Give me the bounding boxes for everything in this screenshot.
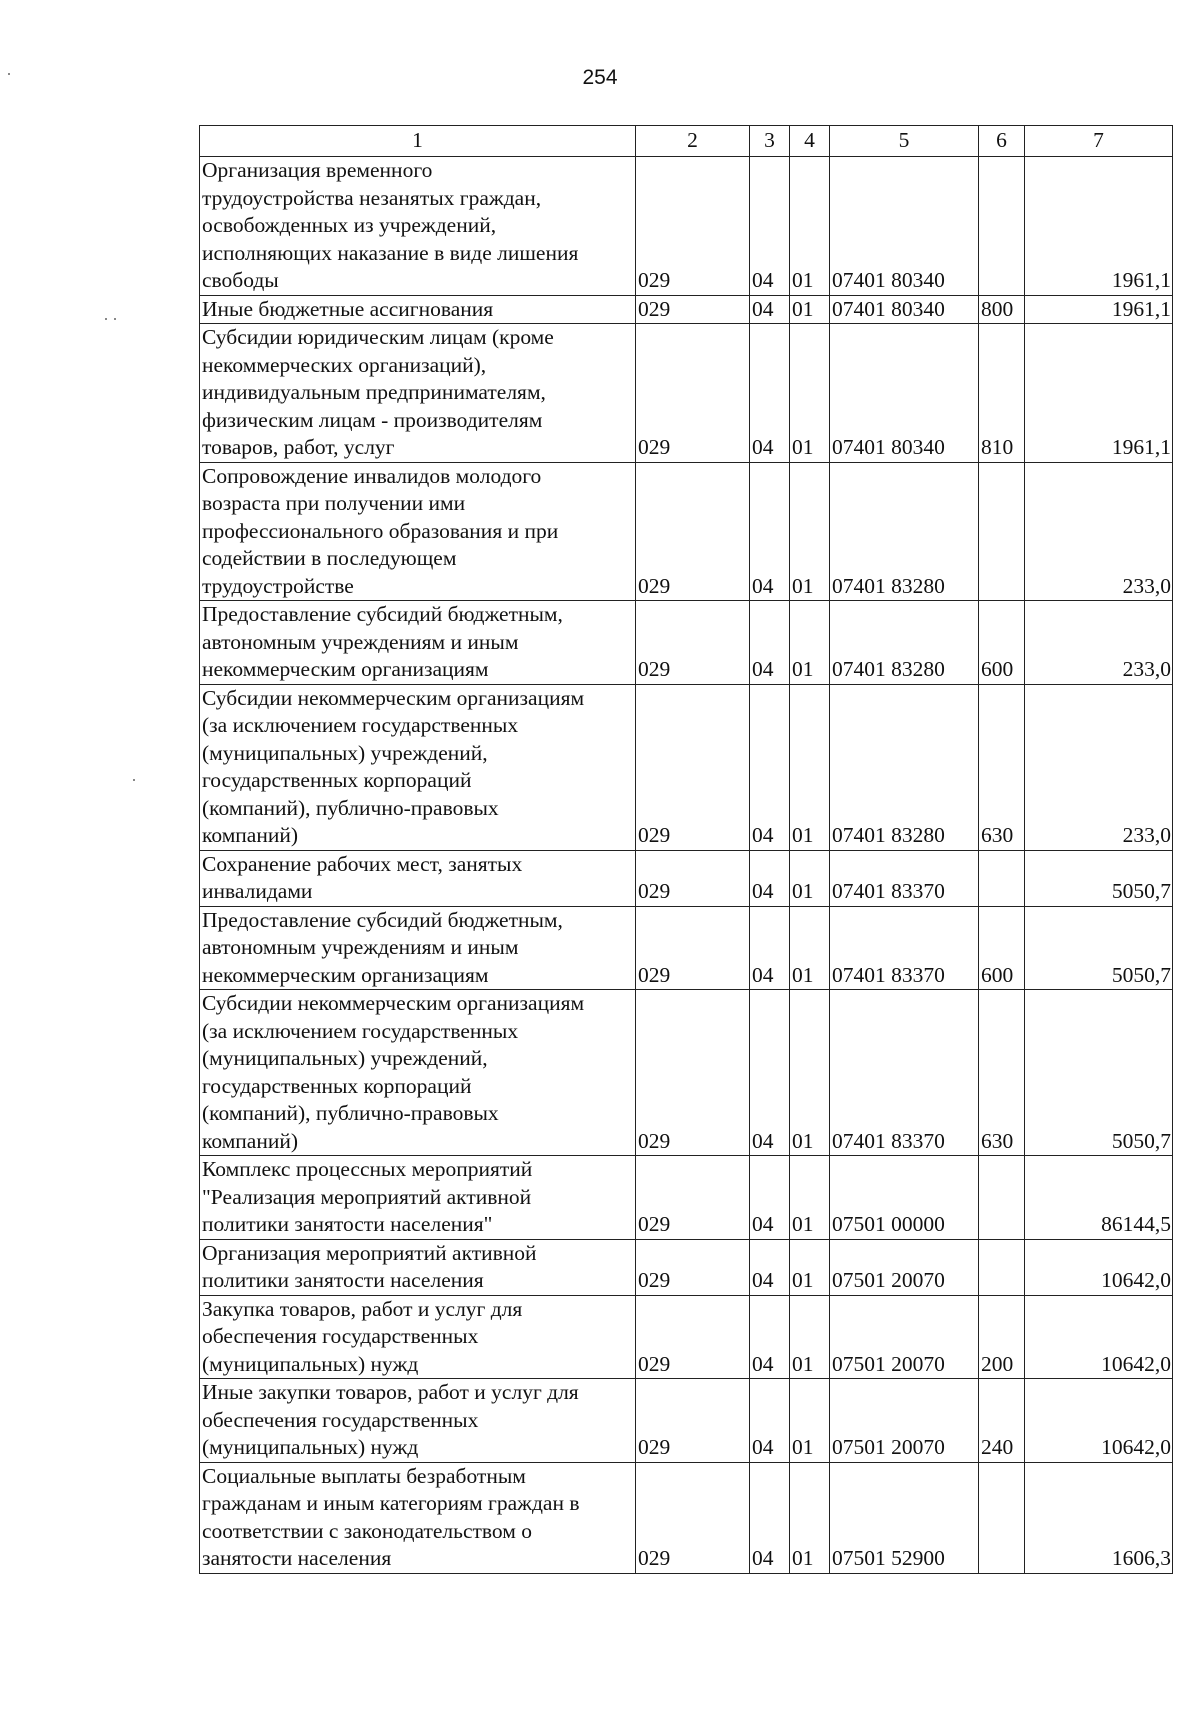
page-number: 254: [582, 66, 618, 89]
table-row: [200, 684, 1173, 850]
section-code: 04: [750, 295, 790, 324]
row-name: Субсидии юридическим лицам (кроме некоммерческих организаций), индивидуальным предпринимателям, физическим лицам - производителям товаров, работ, услуг: [200, 324, 636, 463]
ministry-code: 029: [636, 906, 750, 990]
expense-type-code: [979, 1239, 1025, 1295]
section-code: 04: [750, 990, 790, 1156]
column-number-row: [200, 126, 1173, 157]
subsection-code: 01: [790, 990, 830, 1156]
section-code: 04: [750, 1156, 790, 1240]
expense-type-code: 810: [979, 324, 1025, 463]
subsection-code: 01: [790, 1379, 830, 1463]
ministry-code: 029: [636, 157, 750, 296]
table-row: [200, 1379, 1173, 1463]
row-name: Предоставление субсидий бюджетным, автономным учреждениям и иным некоммерческим организациям: [200, 601, 636, 685]
amount: 10642,0: [1025, 1295, 1173, 1379]
subsection-code: 01: [790, 324, 830, 463]
row-name: Субсидии некоммерческим организациям (за исключением государственных (муниципальных) учреждений, государственных корпораций (компаний), публично-правовых компаний): [200, 684, 636, 850]
column-header: 1: [200, 126, 636, 157]
target-article-code: 07501 20070: [830, 1239, 979, 1295]
target-article-code: 07401 83370: [830, 990, 979, 1156]
budget-table: [199, 125, 1173, 1574]
subsection-code: 01: [790, 1156, 830, 1240]
row-name: Иные бюджетные ассигнования: [200, 295, 636, 324]
row-name: Организация мероприятий активной политики занятости населения: [200, 1239, 636, 1295]
table-row: [200, 324, 1173, 463]
ministry-code: 029: [636, 1156, 750, 1240]
ministry-code: 029: [636, 324, 750, 463]
subsection-code: 01: [790, 850, 830, 906]
row-name: Социальные выплаты безработным гражданам и иным категориям граждан в соответствии с законодательством о занятости населения: [200, 1462, 636, 1573]
subsection-code: 01: [790, 462, 830, 601]
expense-type-code: [979, 157, 1025, 296]
table-row: [200, 462, 1173, 601]
table-row: [200, 601, 1173, 685]
section-code: 04: [750, 324, 790, 463]
row-name: Организация временного трудоустройства незанятых граждан, освобожденных из учреждений, исполняющих наказание в виде лишения свободы: [200, 157, 636, 296]
subsection-code: 01: [790, 684, 830, 850]
scan-speck: [114, 318, 116, 320]
amount: 1961,1: [1025, 157, 1173, 296]
row-name: Субсидии некоммерческим организациям (за исключением государственных (муниципальных) учреждений, государственных корпораций (компаний), публично-правовых компаний): [200, 990, 636, 1156]
expense-type-code: 630: [979, 684, 1025, 850]
row-name: Иные закупки товаров, работ и услуг для обеспечения государственных (муниципальных) нужд: [200, 1379, 636, 1463]
expense-type-code: [979, 1156, 1025, 1240]
table-row: [200, 295, 1173, 324]
row-name: Сохранение рабочих мест, занятых инвалидами: [200, 850, 636, 906]
amount: 5050,7: [1025, 990, 1173, 1156]
subsection-code: 01: [790, 1295, 830, 1379]
section-code: 04: [750, 1462, 790, 1573]
amount: 86144,5: [1025, 1156, 1173, 1240]
scan-speck: [105, 318, 107, 320]
target-article-code: 07401 80340: [830, 324, 979, 463]
target-article-code: 07401 80340: [830, 157, 979, 296]
ministry-code: 029: [636, 295, 750, 324]
section-code: 04: [750, 850, 790, 906]
ministry-code: 029: [636, 462, 750, 601]
table-row: [200, 850, 1173, 906]
expense-type-code: [979, 850, 1025, 906]
target-article-code: 07401 83280: [830, 462, 979, 601]
target-article-code: 07401 83280: [830, 684, 979, 850]
amount: 10642,0: [1025, 1379, 1173, 1463]
target-article-code: 07501 00000: [830, 1156, 979, 1240]
row-name: Закупка товаров, работ и услуг для обеспечения государственных (муниципальных) нужд: [200, 1295, 636, 1379]
ministry-code: 029: [636, 850, 750, 906]
expense-type-code: 240: [979, 1379, 1025, 1463]
ministry-code: 029: [636, 1379, 750, 1463]
column-header: 6: [979, 126, 1025, 157]
row-name: Комплекс процессных мероприятий "Реализация мероприятий активной политики занятости населения": [200, 1156, 636, 1240]
expense-type-code: 200: [979, 1295, 1025, 1379]
scan-speck: [133, 779, 135, 781]
table-row: [200, 1295, 1173, 1379]
section-code: 04: [750, 906, 790, 990]
table-row: [200, 1156, 1173, 1240]
subsection-code: 01: [790, 601, 830, 685]
ministry-code: 029: [636, 684, 750, 850]
amount: 1606,3: [1025, 1462, 1173, 1573]
amount: 1961,1: [1025, 295, 1173, 324]
ministry-code: 029: [636, 990, 750, 1156]
row-name: Предоставление субсидий бюджетным, автономным учреждениям и иным некоммерческим организациям: [200, 906, 636, 990]
expense-type-code: [979, 1462, 1025, 1573]
section-code: 04: [750, 1379, 790, 1463]
subsection-code: 01: [790, 157, 830, 296]
amount: 233,0: [1025, 462, 1173, 601]
amount: 1961,1: [1025, 324, 1173, 463]
table-row: [200, 906, 1173, 990]
section-code: 04: [750, 157, 790, 296]
section-code: 04: [750, 1239, 790, 1295]
target-article-code: 07501 20070: [830, 1379, 979, 1463]
amount: 5050,7: [1025, 906, 1173, 990]
amount: 233,0: [1025, 684, 1173, 850]
target-article-code: 07401 80340: [830, 295, 979, 324]
section-code: 04: [750, 684, 790, 850]
column-header: 3: [750, 126, 790, 157]
table-row: [200, 157, 1173, 296]
table-row: [200, 990, 1173, 1156]
table-row: [200, 1462, 1173, 1573]
target-article-code: 07401 83370: [830, 850, 979, 906]
subsection-code: 01: [790, 906, 830, 990]
expense-type-code: 630: [979, 990, 1025, 1156]
target-article-code: 07501 20070: [830, 1295, 979, 1379]
target-article-code: 07501 52900: [830, 1462, 979, 1573]
section-code: 04: [750, 601, 790, 685]
amount: 5050,7: [1025, 850, 1173, 906]
subsection-code: 01: [790, 1239, 830, 1295]
expense-type-code: 600: [979, 601, 1025, 685]
amount: 10642,0: [1025, 1239, 1173, 1295]
amount: 233,0: [1025, 601, 1173, 685]
row-name: Сопровождение инвалидов молодого возраста при получении ими профессионального образования и при содействии в последующем трудоустройстве: [200, 462, 636, 601]
column-header: 5: [830, 126, 979, 157]
ministry-code: 029: [636, 1295, 750, 1379]
target-article-code: 07401 83370: [830, 906, 979, 990]
ministry-code: 029: [636, 1462, 750, 1573]
column-header: 2: [636, 126, 750, 157]
expense-type-code: [979, 462, 1025, 601]
table-row: [200, 1239, 1173, 1295]
target-article-code: 07401 83280: [830, 601, 979, 685]
column-header: 7: [1025, 126, 1173, 157]
scan-speck: [8, 73, 10, 75]
ministry-code: 029: [636, 1239, 750, 1295]
expense-type-code: 800: [979, 295, 1025, 324]
section-code: 04: [750, 1295, 790, 1379]
column-header: 4: [790, 126, 830, 157]
expense-type-code: 600: [979, 906, 1025, 990]
ministry-code: 029: [636, 601, 750, 685]
subsection-code: 01: [790, 1462, 830, 1573]
section-code: 04: [750, 462, 790, 601]
subsection-code: 01: [790, 295, 830, 324]
